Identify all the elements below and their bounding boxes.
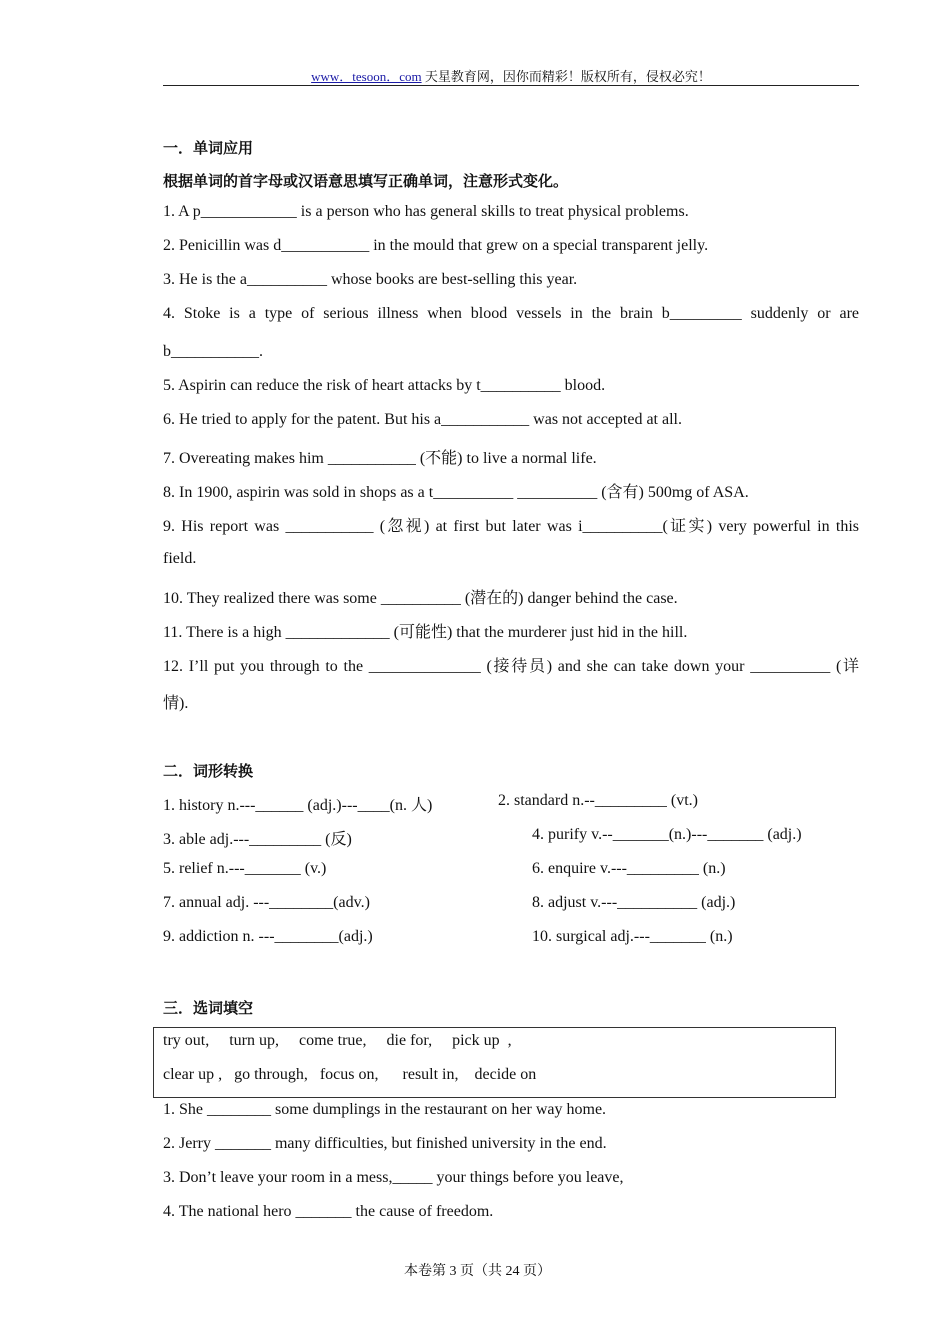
word-bank-box bbox=[153, 1027, 836, 1098]
s1-item-11: 11. There is a high _____________ (可能性) that the murderer just hid in the hill. bbox=[163, 624, 688, 641]
s2-item-8: 8. adjust v.---__________ (adj.) bbox=[532, 894, 736, 911]
s1-item-12: 12. I’ll put you through to the ______________ (接待员) and she can take down your __________ (详 bbox=[163, 658, 859, 675]
section1-instruction: 根据单词的首字母或汉语意思填写正确单词，注意形式变化。 bbox=[163, 172, 569, 190]
s1-item-4: 4. Stoke is a type of serious illness when blood vessels in the brain b_________ suddenly or are bbox=[163, 305, 859, 322]
s1-item-9-cont: field. bbox=[163, 550, 197, 567]
header-rule bbox=[163, 85, 859, 86]
header-tagline: 天星教育网，因你而精彩！版权所有，侵权必究！ bbox=[421, 69, 711, 84]
word-bank-line-2: clear up , go through, focus on, result in, decide on bbox=[163, 1066, 537, 1083]
s2-item-3: 3. able adj.---_________ (反) bbox=[163, 831, 352, 848]
s3-item-3: 3. Don’t leave your room in a mess,_____ your things before you leave, bbox=[163, 1169, 624, 1186]
s1-item-3: 3. He is the a__________ whose books are best-selling this year. bbox=[163, 271, 578, 288]
s1-item-4-cont: b___________. bbox=[163, 343, 263, 360]
s1-item-12-cont: 情). bbox=[163, 695, 189, 712]
s2-item-2: 2. standard n.--_________ (vt.) bbox=[498, 792, 698, 809]
s1-item-5: 5. Aspirin can reduce the risk of heart attacks by t__________ blood. bbox=[163, 377, 606, 394]
site-link[interactable]: www．tesoon．com bbox=[311, 69, 422, 84]
s2-item-9: 9. addiction n. ---________(adj.) bbox=[163, 928, 373, 945]
section3-title: 三．选词填空 bbox=[163, 999, 254, 1017]
s2-item-4: 4. purify v.--_______(n.)---_______ (adj.) bbox=[532, 826, 802, 843]
s3-item-2: 2. Jerry _______ many difficulties, but finished university in the end. bbox=[163, 1135, 607, 1152]
s1-item-9: 9. His report was ___________ (忽视) at first but later was i__________(证实) very powerful in this bbox=[163, 518, 859, 535]
page-header bbox=[163, 66, 859, 85]
word-bank-line-1: try out, turn up, come true, die for, pick up , bbox=[163, 1032, 512, 1049]
s2-item-1: 1. history n.---______ (adj.)---____(n. 人) bbox=[163, 797, 433, 814]
s2-item-5: 5. relief n.---_______ (v.) bbox=[163, 860, 327, 877]
s1-item-7: 7. Overeating makes him ___________ (不能) to live a normal life. bbox=[163, 450, 597, 467]
s3-item-4: 4. The national hero _______ the cause of freedom. bbox=[163, 1203, 494, 1220]
s1-item-2: 2. Penicillin was d___________ in the mould that grew on a special transparent jelly. bbox=[163, 237, 709, 254]
s3-item-1: 1. She ________ some dumplings in the restaurant on her way home. bbox=[163, 1101, 607, 1118]
s2-item-6: 6. enquire v.---_________ (n.) bbox=[532, 860, 726, 877]
section2-title: 二．词形转换 bbox=[163, 762, 254, 780]
s1-item-6: 6. He tried to apply for the patent. But his a___________ was not accepted at all. bbox=[163, 411, 682, 428]
s2-item-10: 10. surgical adj.---_______ (n.) bbox=[532, 928, 733, 945]
s2-item-7: 7. annual adj. ---________(adv.) bbox=[163, 894, 370, 911]
section1-title: 一．单词应用 bbox=[163, 139, 254, 157]
s1-item-10: 10. They realized there was some __________ (潜在的) danger behind the case. bbox=[163, 590, 678, 607]
page-footer: 本卷第 3 页（共 24 页） bbox=[404, 1264, 551, 1279]
s1-item-8: 8. In 1900, aspirin was sold in shops as a t__________ __________ (含有) 500mg of ASA. bbox=[163, 484, 749, 501]
s1-item-1: 1. A p____________ is a person who has general skills to treat physical problems. bbox=[163, 203, 689, 220]
